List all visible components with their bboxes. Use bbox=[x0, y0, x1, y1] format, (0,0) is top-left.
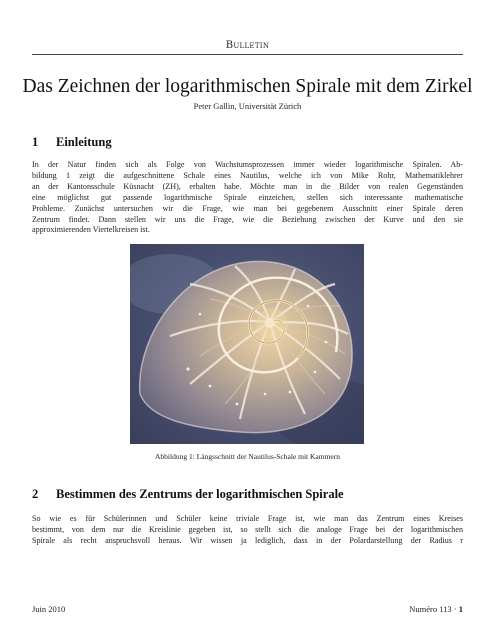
paragraph-line: Zentrum findet. Dann stellen wir uns die Frage, wie die Beziehung zwischen der Kurve und den sie bbox=[32, 214, 463, 224]
footer-issue bbox=[409, 604, 463, 614]
paragraph-line: approximierenden Viertelkreisen ist. bbox=[32, 225, 150, 235]
footer-issue-label: Numéro 113 · bbox=[409, 604, 459, 614]
article-title: Das Zeichnen der logarithmischen Spirale mit dem Zirkel bbox=[22, 76, 473, 97]
section-1-title: Einleitung bbox=[56, 135, 112, 149]
section-1-number: 1 bbox=[32, 135, 39, 149]
section-1-paragraph bbox=[32, 160, 463, 236]
paragraph-line: eine möglichst gut passende logarithmische Spirale einzeichen, stellen sich interessante mathematische bbox=[32, 192, 463, 202]
section-2-heading bbox=[32, 487, 344, 502]
paragraph-line: Spirale als recht anspruchsvoll heraus. Wir wissen ja lediglich, dass in der Polardarstellung der Radius r bbox=[32, 535, 463, 545]
paragraph-line: bildung 1 zeigt die aufgeschnittene Schale eines Nautilus, welche ich von Mike Rohr, Mathematiklehrer bbox=[32, 170, 463, 180]
article-author: Peter Gallin, Universität Zürich bbox=[193, 101, 302, 111]
paragraph-line: So wie es für Schülerinnen und Schüler keine triviale Frage ist, wie man das Zentrum eines Kreises bbox=[32, 514, 463, 523]
paragraph-line: In der Natur finden sich als Folge von Wachstumsprozessen immer wieder logarithmische Spiralen. Ab- bbox=[32, 160, 463, 169]
section-2-paragraph bbox=[32, 514, 463, 547]
paragraph-line: Probleme. Zunächst untersuchen wir die Frage, wie man bei gegebenem Ausschnitt einer Spirale deren bbox=[32, 203, 463, 213]
page-number: 1 bbox=[458, 604, 463, 614]
section-2-number: 2 bbox=[32, 487, 39, 501]
paragraph-line: an der Kantonsschule Küsnacht (ZH), erhalten habe. Möchte man in die Bilder von realen Gegenständen bbox=[32, 181, 463, 191]
section-2-title: Bestimmen des Zentrums der logarithmischen Spirale bbox=[56, 487, 344, 501]
nautilus-shell-photo bbox=[130, 244, 364, 444]
paragraph-line: bestimmt, von dem nur die Kreislinie gegeben ist, so stellt sich die analoge Frage bei der logarithmischen bbox=[32, 524, 463, 534]
footer-date: Juin 2010 bbox=[32, 604, 66, 614]
header-rule bbox=[32, 54, 463, 55]
running-head: Bulletin bbox=[225, 40, 270, 51]
figure-caption: Abbildung 1: Längsschnitt der Nautilus-Schale mit Kammern bbox=[155, 452, 340, 461]
section-1-heading bbox=[32, 135, 112, 150]
